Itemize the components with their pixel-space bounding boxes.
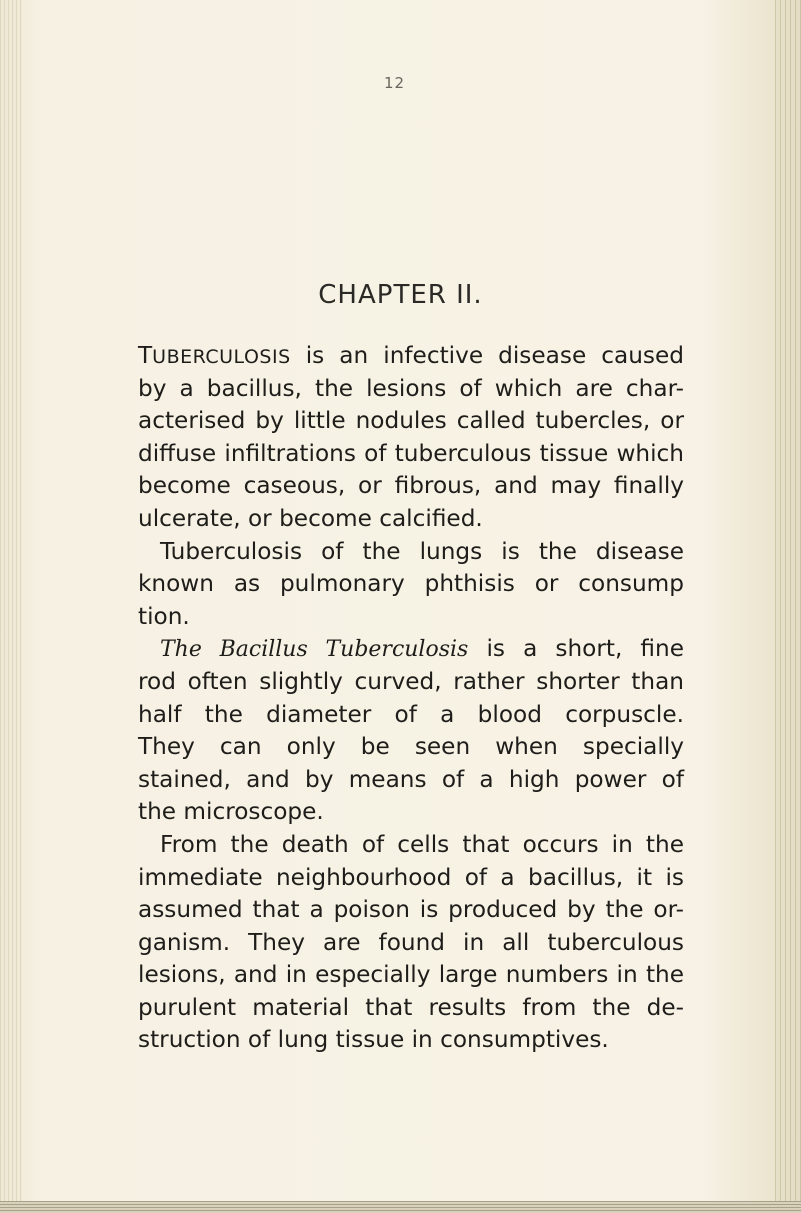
paragraph-3-line: the microscope. [138,798,324,826]
paragraph-2-line: Tuberculosis of the lungs is the disease [160,537,684,565]
paragraph-1-line: diffuse infiltrations of tuberculous tissue which [138,439,684,467]
paragraph-1-line: by a bacillus, the lesions of which are char- [138,374,684,402]
small-caps-word: UBERCULOSIS [152,346,291,368]
paragraph-3-line: stained, and by means of a high power of [138,765,684,793]
paragraph-4-line: purulent material that results from the de- [138,993,684,1021]
paragraph-3-line-1-rest: is a short, fine [468,635,685,663]
paragraph-1-line: acterised by little nodules called tubercles, or [138,407,684,435]
paragraph-2-line: known as pulmonary phthisis or consump [138,570,684,598]
paragraph-1-line: ulcerate, or become calcified. [138,504,483,532]
page-edge-left [0,0,22,1213]
page-edge-bottom [0,1201,801,1213]
paragraph-3-line-1 [138,633,684,666]
paragraph-3-line: rod often slightly curved, rather shorter than [138,667,684,695]
paragraph-4-line: ganism. They are found in all tuberculous [138,928,684,956]
italic-term: The Bacillus Tuberculosis [160,637,469,663]
paragraph-4-line: assumed that a poison is produced by the or- [138,896,684,924]
paragraph-4-line: struction of lung tissue in consumptives. [138,1026,609,1054]
paragraph-3-line: half the diameter of a blood corpuscle. [138,700,684,728]
small-caps-initial: T [138,342,153,369]
paragraph-4-line: immediate neighbourhood of a bacillus, it is [138,863,684,891]
paragraph-4-line: From the death of cells that occurs in the [160,830,684,858]
body-text [138,340,684,1057]
paragraph-3-line: They can only be seen when specially [138,733,684,761]
paragraph-1-line: become caseous, or fibrous, and may finally [138,472,684,500]
page-number: 12 [384,74,406,92]
paragraph-1-line-1-rest: is an infective disease caused [290,342,684,369]
chapter-title: CHAPTER II. [318,280,483,310]
page-edge-right [775,0,801,1213]
paragraph-4-line: lesions, and in especially large numbers in the [138,961,684,989]
paragraph-2-line: tion. [138,602,190,630]
paragraph-1-line-1 [138,340,684,373]
